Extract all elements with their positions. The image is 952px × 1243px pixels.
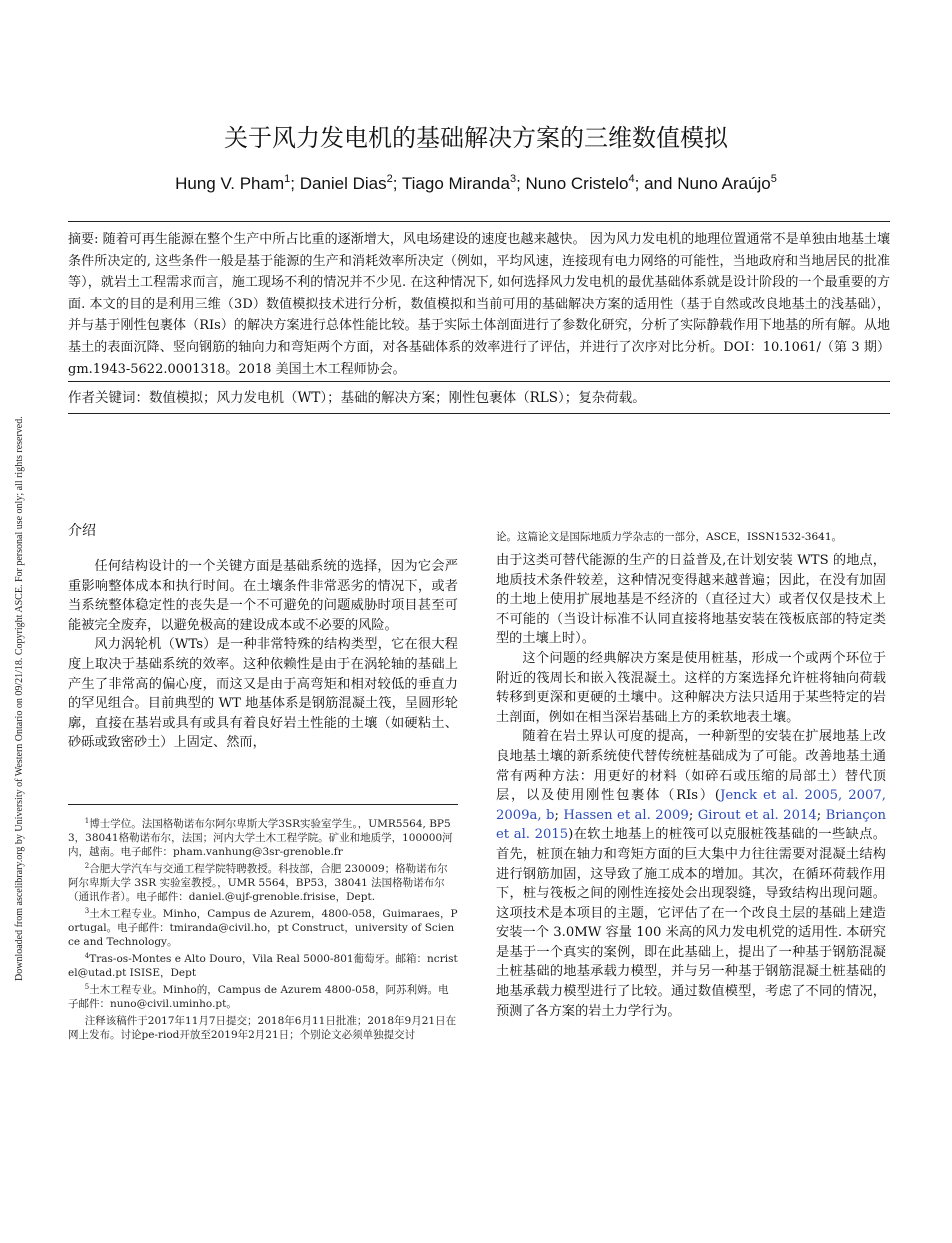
citation-link[interactable]: Jenck et al. 2005, 2007, 2009a, b xyxy=(496,788,886,823)
discussion-note-continued: 论。这篇论文是国际地质力学杂志的一部分，ASCE，ISSN1532-3641。 xyxy=(496,531,843,543)
citation-link[interactable]: Hassen et al. 2009 xyxy=(563,807,689,823)
footnote: $^2$合肥大学汽车与交通工程学院特聘教授。科技部，合肥 230009；格勒诺布尔阿尔卑斯大学 3SR 实验室教授。，UMR 5564，BP53，38041 法国格勒诺布尔（通讯作者）。电子邮件：daniel.@ujf-grenoble.frisise，Dept. xyxy=(68,862,448,903)
copyright-notice: Downloaded from ascelibrary.org by University of Western Ontario on 09/21/18. Copyright ASCE. For personal use only; all rights reserved. xyxy=(14,416,25,981)
abstract-bottom-rule xyxy=(68,381,890,382)
body-paragraph: 这个问题的经典解决方案是使用桩基，形成一个或两个环位于附近的筏周长和嵌入筏混凝土。这样的方案选择允许桩将轴向荷载转移到更深和更硬的土壤中。这种解决方法只适用于某些特定的岩土剖面，例如在相当深岩基础上方的柔软地表土壤。 xyxy=(496,650,886,725)
keywords-bottom-rule xyxy=(68,413,890,414)
footnote: $^3$土木工程专业。Minho，Campus de Azurem，4800-058，Guimaraes，Portugal。电子邮件：tmiranda@civil.ho，pt Construct，university of Science and Technology。 xyxy=(68,907,458,948)
author-affiliation-mark: 3 xyxy=(509,173,517,185)
author-list: Hung V. Pham$^1$; Daniel Dias$^2$; Tiago Miranda$^3$; Nuno Cristelo$^4$; and Nuno Araújo$^5$ xyxy=(175,173,777,193)
footnote-rule xyxy=(68,804,458,805)
author-affiliation-mark: 2 xyxy=(386,173,393,185)
author-name: Tiago Miranda xyxy=(401,174,510,193)
abstract-text: 摘要: 随着可再生能源在整个生产中所占比重的逐渐增大，风电场建设的速度也越来越快。 因为风力发电机的地理位置通常不是单独由地基土壤条件所决定的, 这些条件一般是基于能源的生产和消耗效率所决定（例如，平均风速，连接现有电力网络的可能性，当地政府和当地居民的批准等），就岩土工程需求而言，施工现场不利的情况并不少见. 在这种情况下, 如何选择风力发电机的最优基础体系就是设计阶段的一个最重要的方面. 本文的目的是利用三维（3D）数值模拟技术进行分析，数值模拟和当前可用的基础解决方案的适用性（基于自然或改良地基土的浅基础），并与基于刚性包裹体（RIs）的解决方案进行总体性能比较。基于实际土体剖面进行了参数化研究，分析了实际静载作用下地基的所有解。从地基土的表面沉降、竖向钢筋的轴向力和弯矩两个方面，对各基础体系的效率进行了评估，并进行了次序对比分析。DOI：10.1061/（第 3 期）gm.1943-5622.0001318。2018 美国土木工程师协会。 xyxy=(68,232,890,377)
section-heading-introduction: 介绍 xyxy=(68,523,96,539)
body-paragraph: 由于这类可替代能源的生产的日益普及,在计划安装 WTS 的地点，地质技术条件较差，这种情况变得越来越普遍；因此，在没有加固的土地上使用扩展地基是不经济的（直径过大）或者仅仅是技术上不可能的（当设计标准不认同直接将地基安装在筏板底部的特定类型的土壤上时）。 xyxy=(496,553,886,647)
author-affiliation-mark: 1 xyxy=(284,173,291,185)
paper-title: 关于风力发电机的基础解决方案的三维数值模拟 xyxy=(224,124,728,152)
right-column xyxy=(496,551,886,1021)
author-keywords: 作者关键词：数值模拟；风力发电机（WT）；基础的解决方案；刚性包裹体（RLS）；复杂荷载。 xyxy=(68,390,646,406)
author-affiliation-mark: 5 xyxy=(770,173,777,185)
author-name: Daniel Dias xyxy=(299,174,387,193)
body-paragraph: 任何结构设计的一个关键方面是基础系统的选择，因为它会严重影响整体成本和执行时间。在土壤条件非常恶劣的情况下，或者当系统整体稳定性的丧失是一个不可避免的问题威胁时项目甚至可能被完全废弃，以避免极高的建设成本或不必要的风险。 xyxy=(68,559,458,633)
body-paragraph: 风力涡轮机（WTs）是一种非常特殊的结构类型，它在很大程度上取决于基础系统的效率。这种依赖性是由于在涡轮轴的基础上产生了非常高的偏心度，而这又是由于高弯矩和相对较低的垂直力的罕见组合。目前典型的 WT 地基体系是钢筋混凝土筏，呈圆形轮廓，直接在基岩或具有或具有着良好岩土性能的土壤（如硬粘土、砂砾或致密砂土）上固定、然而， xyxy=(68,637,458,751)
footnote: $^1$博士学位。法国格勒诺布尔阿尔卑斯大学3SR实验室学生。，UMR5564, BP53，38041格勒诺布尔，法国；河内大学土木工程学院。矿业和地质学，100000河内，越南。电子邮件：pham.vanhung@3sr-grenoble.fr xyxy=(68,817,453,858)
author-name: Nuno Cristelo xyxy=(525,174,629,193)
citation-link[interactable]: Girout et al. 2014 xyxy=(697,807,817,823)
body-paragraph: 随着在岩土界认可度的提高，一种新型的安装在扩展地基上改良地基土壤的新系统使代替传统桩基础成为了可能。改善地基土通常有两种方法：用更好的材料（如碎石或压缩的局部土）替代顶层，以及使用刚性包裹体（RIs）(Jenck et al. 2005, 2007, 2009a, b; Hassen et al. 2009; Girout et al. 2014; Briançon et al. 2015)在软土地基上的桩筏可以克服桩筏基础的一些缺点。首先，桩顶在轴力和弯矩方面的巨大集中力往往需要对混凝土结构进行钢筋加固，这导致了施工成本的增加。其次，在循环荷载作用下，桩与筏板之间的刚性连接处会出现裂缝，导致结构出现问题。这项技术是本项目的主题，它评估了在一个改良土层的基础上建造安装一个 3.0MW 容量 100 米高的风力发电机党的适用性. 本研究是基于一个真实的案例，即在此基础上，提出了一种基于钢筋混凝土桩基础的地基承载力模型，并与另一种基于钢筋混凝土桩基础的地基承载力模型进行了比较。通过数值模型，考虑了不同的情况，预测了各方案的岩土力学行为。 xyxy=(496,729,887,1019)
author-name: Hung V. Pham xyxy=(175,174,285,193)
footnote: $^4$Tras-os-Montes e Alto Douro，Vila Real 5000-801葡萄牙。邮箱：ncristel@utad.pt ISISE，Dept xyxy=(68,952,458,979)
abstract-top-rule xyxy=(68,221,890,222)
footnotes xyxy=(68,814,458,1042)
citation-link[interactable]: Briançon et al. 2015 xyxy=(496,807,887,843)
left-column xyxy=(68,557,458,753)
footnote: 注释该稿件于2017年11月7日提交；2018年6月11日批准；2018年9月21日在网上发布。讨论pe-riod开放至2019年2月21日；个别论文必须单独提交讨 xyxy=(68,1015,457,1041)
footnote: $^5$土木工程专业。Minho的，Campus de Azurem 4800-058，阿苏利姆。电子邮件：nuno@civil.uminho.pt。 xyxy=(68,983,449,1010)
author-affiliation-mark: 4 xyxy=(628,173,635,185)
author-name: Nuno Araújo xyxy=(677,174,771,193)
